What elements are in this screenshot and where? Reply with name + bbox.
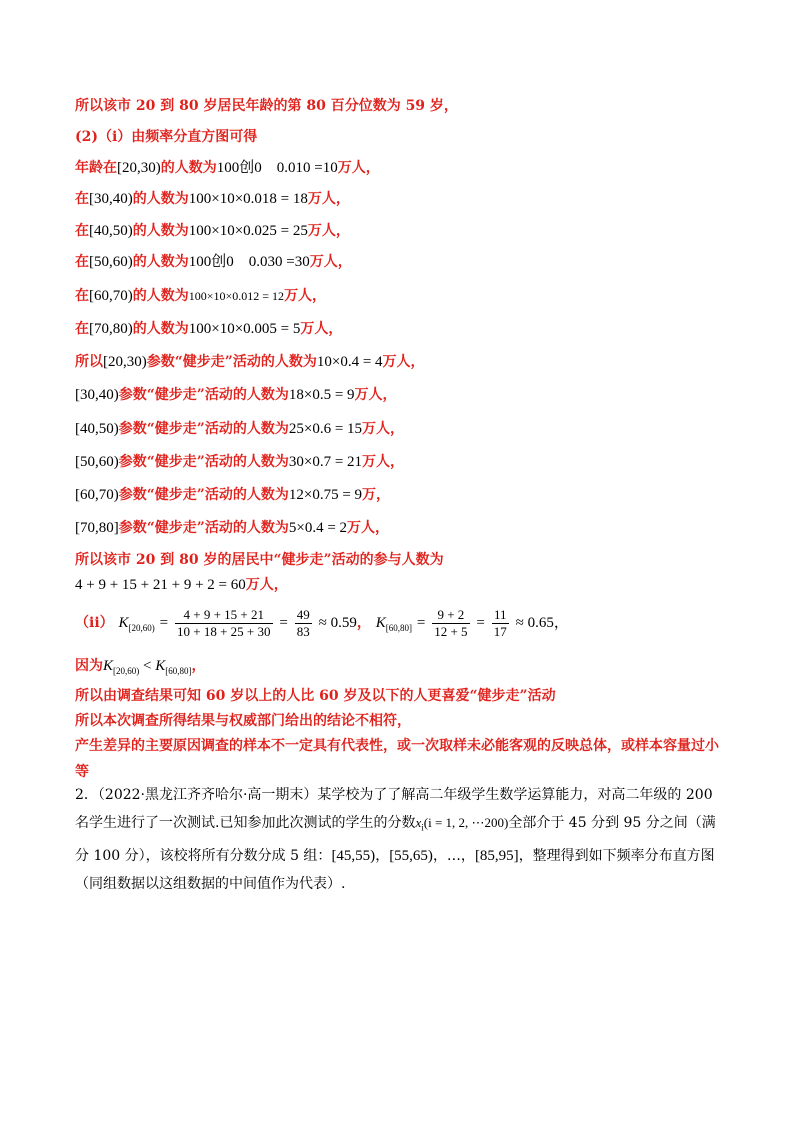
denominator: 12 + 5 [434, 623, 468, 639]
text: 的人数为 [132, 321, 189, 337]
interval: [20,30) [103, 354, 147, 370]
formula: 25×0.6 = 15 [288, 421, 363, 437]
text: 产生差异的主要原因调查的样本不一定具有代表性，或一次取样未必能客观的反映总体，或样本容量过小等 [75, 738, 719, 780]
text: 万人， [382, 354, 425, 370]
equals: = [279, 615, 288, 631]
text: ， [356, 615, 371, 631]
count-line-40-50 [75, 221, 350, 241]
text: 所以该市 20 到 80 岁居民年龄的第 80 百分位数为 59 岁， [75, 98, 458, 114]
text: 参数“健步走”活动的人数为 [118, 421, 289, 437]
text: 万人， [300, 321, 343, 337]
denominator: 17 [493, 623, 507, 639]
text: ， [375, 847, 390, 864]
score-variable: $x_i(i = 1$, 2, ⋯200) [415, 815, 509, 833]
count-line-30-40 [75, 189, 350, 209]
text: 的人数为 [160, 160, 217, 176]
k-left-symbol: $K_{[20,60)}$ [118, 615, 155, 633]
text: 所以本次调查所得结果与权威部门给出的结论不相符， [75, 713, 411, 729]
question-2 [75, 781, 725, 898]
text: （ii） [75, 615, 114, 631]
interval: [40,50) [89, 223, 133, 239]
text: ，…， [432, 847, 475, 864]
ratio-line [75, 604, 569, 647]
text: 参数“健步走”活动的人数为 [118, 454, 289, 470]
text: 万， [362, 487, 391, 503]
equals: = [159, 615, 169, 631]
count-line-60-70 [75, 286, 326, 306]
conclusion-line-1 [75, 686, 556, 706]
interval: [30,40) [89, 191, 133, 207]
solution-line-1 [75, 96, 458, 116]
question-text: ，整理得到如下频率分布直方图（同组数据以这组数据的中间值作为代表）. [75, 847, 715, 892]
text: 在 [75, 321, 89, 337]
k-right-symbol: $K_{[60,80]}$ [155, 658, 192, 676]
solution-line-2 [75, 127, 257, 147]
text: 万人， [347, 520, 390, 536]
text: 万人， [245, 577, 288, 593]
conclusion-line-3 [75, 733, 725, 785]
text: 万人， [307, 191, 350, 207]
count-line-50-60 [75, 252, 352, 272]
formula: 10×0.4 = 4 [316, 354, 383, 370]
walk-line-20-30 [75, 352, 425, 372]
approx-value: ≈ 0.65 [515, 615, 554, 631]
walk-line-70-80 [75, 518, 389, 538]
k-right-symbol: $K_{[60,80]}$ [375, 615, 412, 633]
conclusion-line-2 [75, 711, 411, 731]
text: 的人数为 [132, 254, 189, 270]
count-line-70-80 [75, 319, 342, 339]
formula: 100×10×0.025 = 25 [188, 223, 308, 239]
text: ， [191, 658, 206, 674]
denominator: 83 [296, 623, 310, 639]
text: 的人数为 [132, 191, 189, 207]
interval: [60,70) [75, 487, 119, 503]
text: 在 [75, 191, 89, 207]
text: 参数“健步走”活动的人数为 [118, 520, 289, 536]
compare-line [75, 656, 206, 681]
text: ， [553, 615, 569, 631]
formula: 100创0 0.010 =10 [216, 160, 338, 176]
formula: 100×10×0.018 = 18 [188, 191, 308, 207]
interval: [50,60) [89, 254, 133, 270]
interval: [20,30) [117, 160, 161, 176]
formula: 100创0 0.030 =30 [188, 254, 310, 270]
text: 参数“健步走”活动的人数为 [118, 487, 289, 503]
text: 所以该市 20 到 80 岁的居民中“健步走”活动的参与人数为 [75, 552, 444, 568]
interval: [85,95] [474, 847, 519, 864]
text: 的人数为 [132, 223, 189, 239]
fraction-k-right-simplified [492, 607, 509, 640]
text: 参数“健步走”活动的人数为 [146, 354, 317, 370]
walk-line-60-70 [75, 485, 390, 505]
interval: [70,80] [75, 520, 119, 536]
text: 万人， [362, 454, 405, 470]
interval: [45,55) [331, 847, 376, 864]
total-intro-line [75, 550, 444, 570]
text: 万人， [362, 421, 405, 437]
text: 万人， [284, 288, 327, 304]
less-than: < [139, 658, 156, 674]
equals: = [476, 615, 485, 631]
k-left-symbol: $K_{[20,60)}$ [103, 658, 140, 676]
text: 的人数为 [132, 288, 189, 304]
total-sum-line [75, 575, 288, 595]
fraction-k-left [175, 607, 273, 640]
text: 万人， [307, 223, 350, 239]
fraction-k-right [432, 607, 469, 640]
text: 因为 [75, 658, 103, 674]
text: 在 [75, 288, 89, 304]
text: 万人， [309, 254, 352, 270]
formula: 5×0.4 = 2 [288, 520, 348, 536]
fraction-k-left-simplified [295, 607, 312, 640]
text: 万人， [337, 160, 380, 176]
text: (2)（i）由频率分直方图可得 [75, 129, 258, 145]
text: 所以由调查结果可知 60 岁以上的人比 60 岁及以下的人更喜爱“健步走”活动 [75, 688, 556, 704]
interval: [30,40) [75, 387, 119, 403]
text: 在 [75, 254, 89, 270]
formula: 30×0.7 = 21 [288, 454, 363, 470]
formula: 18×0.5 = 9 [288, 387, 355, 403]
numerator: 4 + 9 + 15 + 21 [175, 607, 273, 624]
walk-line-40-50 [75, 419, 404, 439]
text: 万人， [354, 387, 397, 403]
text: 在 [75, 223, 89, 239]
formula: 12×0.75 = 9 [288, 487, 363, 503]
question-text: 2．（2022·黑龙江齐齐哈尔·高一期末）某学校为了了解高二年级学生数学运算能力，对高二年级的 200 名学生进行了一次测试.已知参加此次测试的学生的分数 [75, 787, 713, 831]
formula: 100×10×0.012 = 12 [188, 289, 285, 303]
formula: 4 + 9 + 15 + 21 + 9 + 2 = 60 [75, 577, 246, 593]
walk-line-50-60 [75, 452, 404, 472]
count-line-20-30 [75, 158, 380, 178]
numerator: 11 [492, 607, 509, 624]
text: 年龄在 [75, 160, 117, 176]
walk-line-30-40 [75, 385, 397, 405]
interval: [50,60) [75, 454, 119, 470]
interval: [60,70) [89, 288, 133, 304]
interval: [55,65) [389, 847, 433, 864]
numerator: 9 + 2 [432, 607, 469, 624]
denominator: 10 + 18 + 25 + 30 [177, 623, 271, 639]
equals: = [416, 615, 426, 631]
question-text: 全部介于 45 分到 95 分之间（满分 100 分），该校将所有分数分成 5 组： [75, 815, 716, 864]
numerator: 49 [296, 606, 310, 622]
formula: 100×10×0.005 = 5 [188, 321, 301, 337]
interval: [40,50) [75, 421, 119, 437]
interval: [70,80) [89, 321, 133, 337]
text: 所以 [75, 354, 103, 370]
text: 参数“健步走”活动的人数为 [118, 387, 289, 403]
approx-value: ≈ 0.59 [318, 615, 357, 631]
